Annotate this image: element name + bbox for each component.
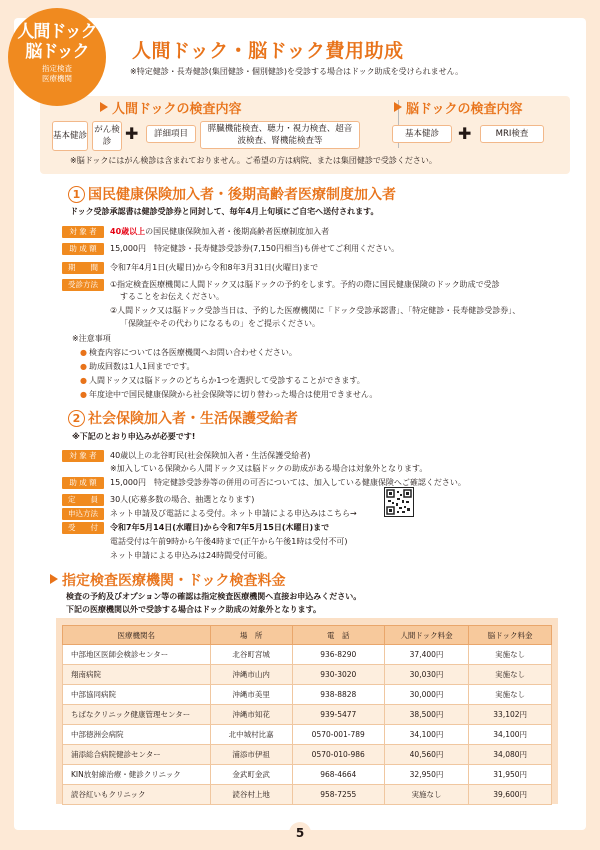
facility-name: 翔南病院: [63, 665, 211, 685]
facility-nou-fee: 39,600円: [469, 785, 552, 805]
exam-note: ※脳ドックにはがん検診は含まれておりません。ご希望の方は病院、または集団健診で受診ください。: [70, 156, 437, 165]
section3-lead1: 検査の予約及びオプション等の確認は指定検査医療機関へ直接お申込みください。: [66, 592, 362, 601]
exam-item-basic: 基本健診: [52, 121, 88, 151]
table-row: [63, 785, 552, 805]
s2-accept2: 電話受付は午前9時から午後4時まで(正午から午後1時は受付不可): [110, 537, 348, 546]
tag-target: 対 象 者: [62, 226, 104, 238]
s1-note-2-text: 助成回数は1人1回までです。: [88, 362, 195, 371]
table-row: [63, 685, 552, 705]
badge-line1: 人間ドック: [17, 22, 97, 42]
section1-title-text: 国民健康保険加入者・後期高齢者医療制度加入者: [88, 187, 396, 203]
section2-lead: ※下記のとおり申込みが必要です!: [72, 432, 196, 441]
s1-note-4: ● 年度途中で国民健康保険から社会保険等に切り替わった場合は使用できません。: [80, 390, 378, 399]
exam-item-detail-list: 膵臓機能検査、聴力・視力検査、超音波検査、腎機能検査等: [200, 121, 360, 149]
facility-nou-fee: 34,100円: [469, 725, 552, 745]
title-badge: [8, 8, 106, 106]
facility-phone: 958-7255: [292, 785, 384, 805]
section1-lead: ドック受診承認書は健診受診券と同封して、毎年4月上旬頃にご自宅へ送付されます。: [70, 207, 379, 216]
tag-amount: 助 成 額: [62, 477, 104, 489]
table-row: [63, 705, 552, 725]
s2-amount: 15,000円 特定健診受診券等の併用の可否については、加入している健康保険へご確認ください。: [110, 478, 466, 487]
s1-note-1: ● 検査内容については各医療機関へお問い合わせください。: [80, 348, 297, 357]
s2-capacity: 30人(応募多数の場合、抽選となります): [110, 495, 255, 504]
tag-accept: 受 付: [62, 522, 104, 534]
s1-method2a: ②人間ドック又は脳ドック受診当日は、予約した医療機関に「ドック受診承認書」、「特定健診・長寿健診受診券」、: [110, 306, 521, 315]
s1-method2b: 「保険証やその代わりになるもの」をご提示ください。: [120, 319, 320, 328]
header-facility: 医療機関名: [63, 626, 211, 645]
facility-table: [62, 625, 552, 805]
section3-title-text: 指定検査医療機関・ドック検査料金: [62, 573, 286, 589]
tag-amount: 助 成 額: [62, 243, 104, 255]
facility-nou-fee: 33,102円: [469, 705, 552, 725]
facility-location: 北中城村比嘉: [210, 725, 292, 745]
s1-target: [110, 226, 329, 238]
s1-notes-head: ※注意事項: [72, 334, 111, 343]
badge-line3a: 指定検査: [42, 64, 72, 73]
facility-nou-fee: 実施なし: [469, 685, 552, 705]
facility-name: 浦添総合病院健診センター: [63, 745, 211, 765]
tag-apply: 申込方法: [62, 508, 104, 520]
table-row: [63, 745, 552, 765]
facility-phone: 930-3020: [292, 665, 384, 685]
facility-location: 浦添市伊祖: [210, 745, 292, 765]
s2-target1: 40歳以上の北谷町民(社会保険加入者・生活保護受給者): [110, 451, 311, 460]
triangle-icon: [394, 102, 402, 112]
tag-method: 受診方法: [62, 279, 104, 291]
facility-location: 沖縄市知花: [210, 705, 292, 725]
facility-nou-fee: 実施なし: [469, 645, 552, 665]
facility-name: 読谷紅いもクリニック: [63, 785, 211, 805]
facility-name: 中部協同病院: [63, 685, 211, 705]
header-phone: 電 話: [292, 626, 384, 645]
tag-capacity: 定 員: [62, 494, 104, 506]
s1-amount: 15,000円 特定健診・長寿健診受診券(7,150円相当)も併せてご利用ください。: [110, 244, 400, 253]
s2-target2: ※加入している保険から人間ドック又は脳ドックの助成がある場合は対象外となります。: [110, 464, 428, 473]
section1-title: [68, 184, 396, 204]
section3-lead2: 下記の医療機関以外で受診する場合はドック助成の対象外となります。: [66, 605, 322, 614]
nou-exam-heading-text: 脳ドックの検査内容: [406, 102, 523, 117]
facility-nou-fee: 実施なし: [469, 665, 552, 685]
badge-line2: 脳ドック: [25, 42, 89, 62]
nou-item-basic: 基本健診: [392, 125, 452, 143]
table-row: [63, 725, 552, 745]
s1-note-4-text: 年度途中で国民健康保険から社会保険等に切り替わった場合は使用できません。: [88, 390, 378, 399]
s1-method1a: ①指定検査医療機関に人間ドック又は脳ドックの予約をします。予約の際に国民健康保険のドック助成で受診: [110, 280, 500, 289]
facility-name: ちばなクリニック健康管理センター: [63, 705, 211, 725]
header-nou-fee: 脳ドック料金: [469, 626, 552, 645]
s2-accept3: ネット申請による申込みは24時間受付可能。: [110, 551, 273, 560]
s1-method1b: することをお伝えください。: [120, 292, 224, 301]
table-row: [63, 765, 552, 785]
ningen-exam-heading-text: 人間ドックの検査内容: [112, 102, 242, 117]
tag-period: 期 間: [62, 262, 104, 274]
facility-location: 沖縄市美里: [210, 685, 292, 705]
facility-location: 金武町金武: [210, 765, 292, 785]
facility-phone: 939-5477: [292, 705, 384, 725]
section1-number: 1: [68, 186, 85, 203]
s1-target-age: 40歳以上: [110, 227, 146, 236]
facility-location: 沖縄市山内: [210, 665, 292, 685]
facility-nou-fee: 31,950円: [469, 765, 552, 785]
facility-name: KIN放射線治療・健診クリニック: [63, 765, 211, 785]
facility-ningen-fee: 30,000円: [384, 685, 469, 705]
facility-location: 北谷町宮城: [210, 645, 292, 665]
s2-apply: ネット申請及び電話による受付。ネット申請による申込みはこちら→: [110, 509, 357, 518]
section2-title: [68, 408, 298, 428]
s2-accept1: 令和7年5月14日(水曜日)から令和7年5月15日(木曜日)まで: [110, 523, 330, 532]
qr-code-icon[interactable]: [384, 487, 414, 517]
facility-phone: 938-8828: [292, 685, 384, 705]
facility-ningen-fee: 37,400円: [384, 645, 469, 665]
facility-nou-fee: 34,080円: [469, 745, 552, 765]
header-ningen-fee: 人間ドック料金: [384, 626, 469, 645]
s1-period: 令和7年4月1日(火曜日)から令和8年3月31日(火曜日)まで: [110, 263, 319, 272]
facility-location: 読谷村上地: [210, 785, 292, 805]
triangle-icon: [50, 574, 58, 584]
s1-note-3-text: 人間ドック又は脳ドックのどちらか1つを選択して受診することができます。: [88, 376, 365, 385]
s1-target-rest: の国民健康保険加入者・後期高齢者医療制度加入者: [145, 227, 330, 236]
table-row: [63, 645, 552, 665]
s1-note-3: ● 人間ドック又は脳ドックのどちらか1つを選択して受診することができます。: [80, 376, 365, 385]
facility-phone: 0570-010-986: [292, 745, 384, 765]
facility-ningen-fee: 40,560円: [384, 745, 469, 765]
nou-exam-heading: [394, 98, 522, 117]
plus-icon: ✚: [458, 124, 472, 143]
exam-item-detail: 詳細項目: [146, 125, 196, 143]
ningen-exam-heading: [100, 98, 241, 117]
triangle-icon: [100, 102, 108, 112]
facility-phone: 936-8290: [292, 645, 384, 665]
table-row: [63, 665, 552, 685]
facility-phone: 968-4664: [292, 765, 384, 785]
facility-ningen-fee: 34,100円: [384, 725, 469, 745]
facility-ningen-fee: 32,950円: [384, 765, 469, 785]
facility-name: 中部地区医師会検診センター: [63, 645, 211, 665]
section2-title-text: 社会保険加入者・生活保護受給者: [88, 411, 298, 427]
s1-note-2: ● 助成回数は1人1回までです。: [80, 362, 195, 371]
page-title: 人間ドック・脳ドック費用助成: [132, 40, 404, 62]
section2-number: 2: [68, 410, 85, 427]
table-header-row: [63, 626, 552, 645]
title-note: ※特定健診・長寿健診(集団健診・個別健診)を受診する場合はドック助成を受けられません。: [130, 67, 464, 76]
tag-target: 対 象 者: [62, 450, 104, 462]
page-number: 5: [289, 822, 311, 844]
exam-item-cancer: がん検診: [92, 121, 122, 151]
plus-icon: ✚: [125, 124, 139, 143]
facility-name: 中部徳洲会病院: [63, 725, 211, 745]
section3-title: [50, 570, 285, 590]
facility-ningen-fee: 実施なし: [384, 785, 469, 805]
header-location: 場 所: [210, 626, 292, 645]
facility-ningen-fee: 38,500円: [384, 705, 469, 725]
nou-item-mri: MRI検査: [480, 125, 544, 143]
facility-phone: 0570-001-789: [292, 725, 384, 745]
facility-ningen-fee: 30,030円: [384, 665, 469, 685]
s1-note-1-text: 検査内容については各医療機関へお問い合わせください。: [88, 348, 297, 357]
badge-line3b: 医療機関: [42, 74, 72, 83]
